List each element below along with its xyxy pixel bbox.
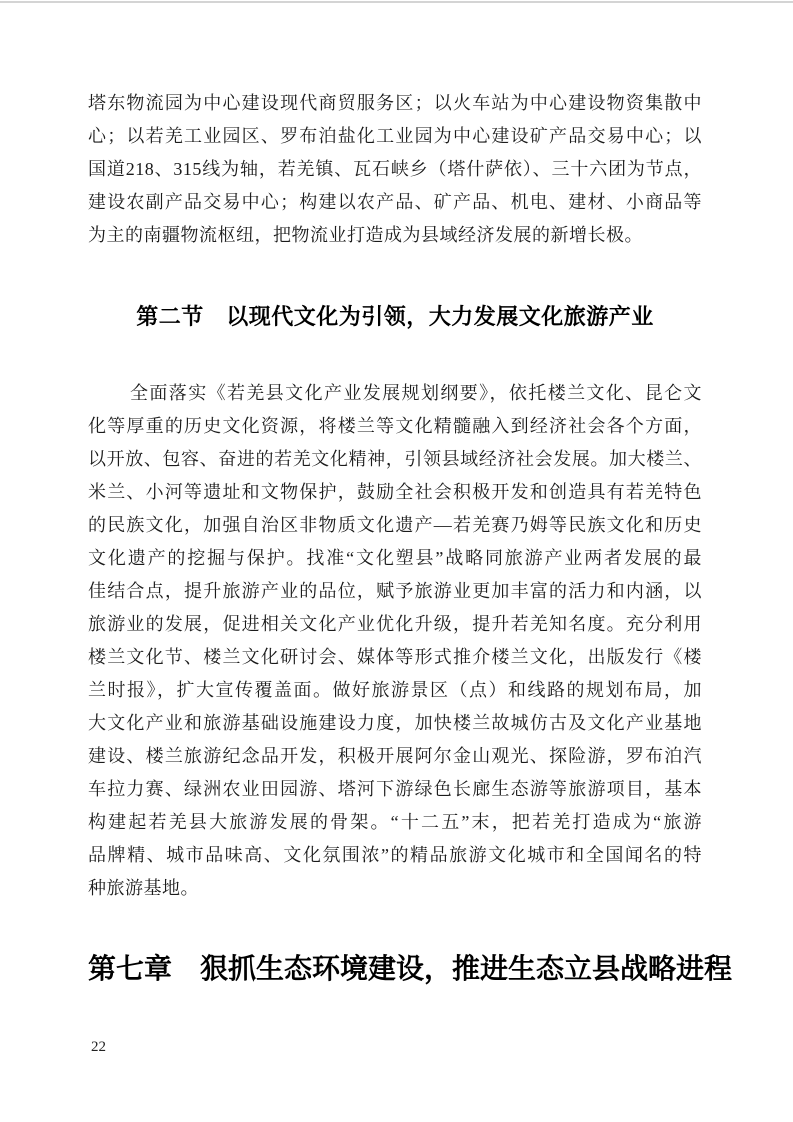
body-text-line: 为主的南疆物流枢纽，把物流业打造成为县域经济发展的新增长极。 [88, 225, 643, 245]
body-text-line: 旅游业的发展，促进相关文化产业优化升级，提升若羌知名度。充分利用 [88, 614, 702, 634]
body-text-line: 的民族文化，加强自治区非物质文化遗产—若羌赛乃姆等民族文化和历史 [88, 515, 702, 535]
body-text-line: 建设、楼兰旅游纪念品开发，积极开展阿尔金山观光、探险游，罗布泊汽 [88, 746, 702, 766]
chapter-heading: 第七章 狠抓生态环境建设，推进生态立县战略进程 [88, 953, 733, 984]
body-text-line: 车拉力赛、绿洲农业田园游、塔河下游绿色长廊生态游等旅游项目，基本 [88, 779, 702, 799]
body-text-line: 品牌精、城市品味高、文化氛围浓”的精品旅游文化城市和全国闻名的特 [88, 845, 702, 865]
body-text-line: 楼兰文化节、楼兰文化研讨会、媒体等形式推介楼兰文化，出版发行《楼 [88, 647, 702, 667]
body-text-line: 塔东物流园为中心建设现代商贸服务区；以火车站为中心建设物资集散中 [88, 93, 702, 113]
page-number: 22 [91, 1039, 106, 1055]
body-text-line: 兰时报》，扩大宣传覆盖面。做好旅游景区（点）和线路的规划布局，加 [88, 680, 702, 700]
body-text-line: 全面落实《若羌县文化产业发展规划纲要》，依托楼兰文化、昆仑文 [130, 383, 702, 403]
body-text-line: 文化遗产的挖掘与保护。找准“文化塑县”战略同旅游产业两者发展的最 [88, 548, 702, 568]
body-text-line: 构建起若羌县大旅游发展的骨架。“十二五”末，把若羌打造成为“旅游 [88, 812, 702, 832]
body-text-line: 佳结合点，提升旅游产业的品位，赋予旅游业更加丰富的活力和内涵，以 [88, 581, 702, 601]
paragraph-culture-tourism [88, 377, 702, 905]
body-text-line: 化等厚重的历史文化资源，将楼兰等文化精髓融入到经济社会各个方面， [88, 416, 702, 436]
body-text-line: 以开放、包容、奋进的若羌文化精神，引领县域经济社会发展。加大楼兰、 [88, 449, 702, 469]
body-text-line: 心；以若羌工业园区、罗布泊盐化工业园为中心建设矿产品交易中心；以 [88, 126, 702, 146]
section-heading: 第二节 以现代文化为引领，大力发展文化旅游产业 [136, 304, 654, 329]
paragraph-logistics [88, 87, 702, 252]
body-text-line: 国道218、315线为轴，若羌镇、瓦石峡乡（塔什萨依）、三十六团为节点， [88, 159, 702, 179]
body-text-line: 米兰、小河等遗址和文物保护，鼓励全社会积极开发和创造具有若羌特色 [88, 482, 702, 502]
scan-edge-line [0, 1, 793, 3]
body-text-line: 种旅游基地。 [88, 878, 199, 898]
body-text-line: 大文化产业和旅游基础设施建设力度，加快楼兰故城仿古及文化产业基地 [88, 713, 702, 733]
body-text-line: 建设农副产品交易中心；构建以农产品、矿产品、机电、建材、小商品等 [88, 192, 702, 212]
